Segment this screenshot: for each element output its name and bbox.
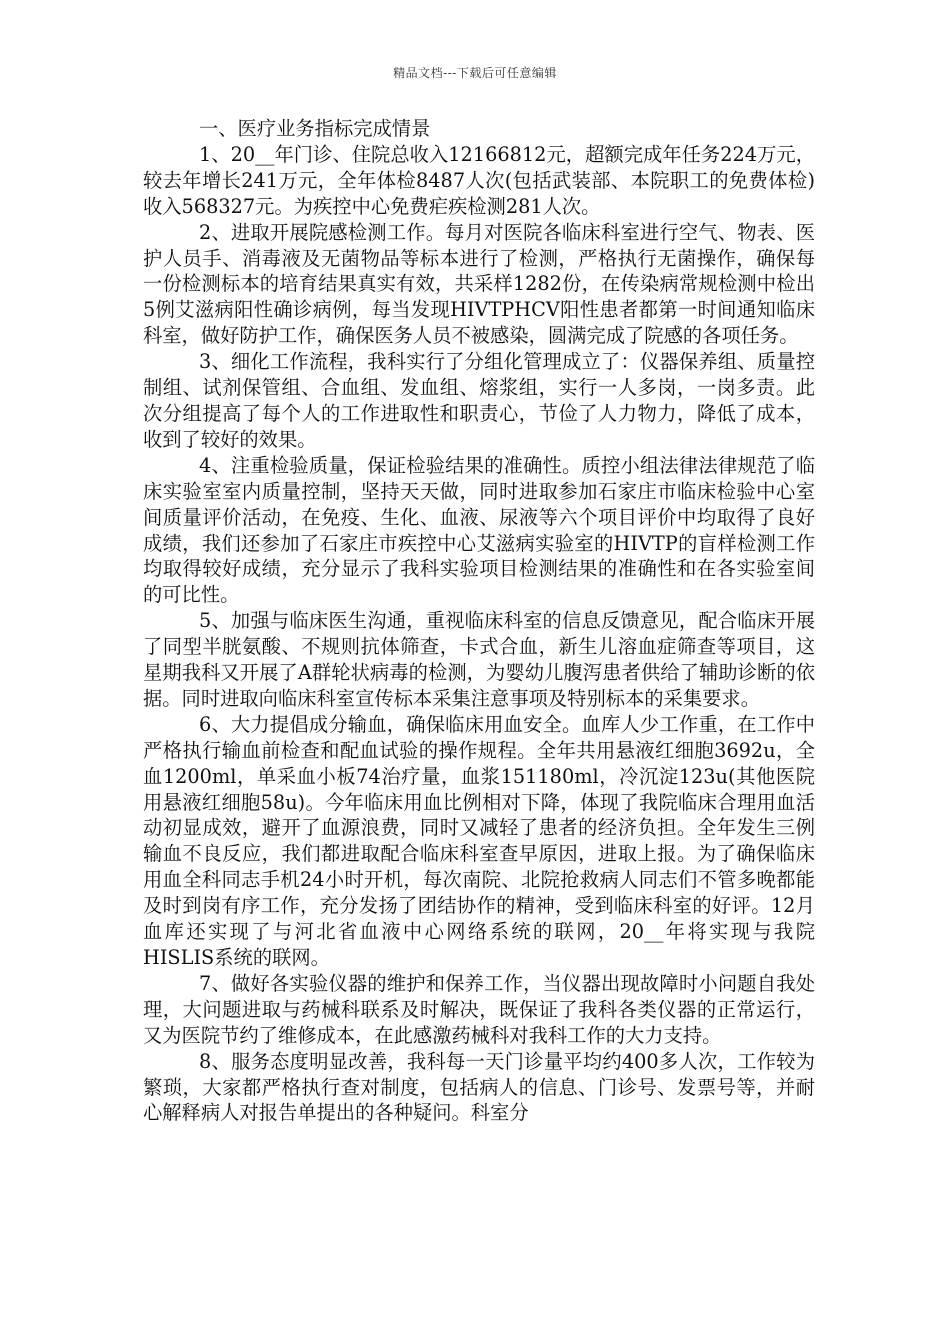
paragraph-3: 3、细化工作流程，我科实行了分组化管理成立了：仪器保养组、质量控制组、试剂保管组、合血组、发血组、熔浆组，实行一人多岗，一岗多责。此次分组提高了每个人的工作进取性和职责心，节俭了人力物力，降低了成本，收到了较好的效果。	[143, 350, 815, 451]
section-heading: 一、医疗业务指标完成情景	[199, 117, 431, 140]
paragraph-4: 4、注重检验质量，保证检验结果的准确性。质控小组法律法律规范了临床实验室室内质量控制，坚持天天做，同时进取参加石家庄市临床检验中心室间质量评价活动，在免疫、生化、血液、尿液等六个项目评价中均取得了良好成绩，我们还参加了石家庄市疾控中心艾滋病实验室的HIVTP的盲样检测工作均取得较好成绩，充分显示了我科实验项目检测结果的准确性和在各实验室间的可比性。	[143, 453, 815, 607]
paragraph-7: 7、做好各实验仪器的维护和保养工作，当仪器出现故障时小问题自我处理，大问题进取与药械科联系及时解决，既保证了我科各类仪器的正常运行，又为医院节约了维修成本，在此感激药械科对我科工作的大力支持。	[143, 971, 815, 1047]
document-body	[143, 116, 815, 1126]
paragraph-5: 5、加强与临床医生沟通，重视临床科室的信息反馈意见，配合临床开展了同型半胱氨酸、不规则抗体筛查，卡式合血，新生儿溶血症筛查等项目，这星期我科又开展了A群轮状病毒的检测，为婴幼儿腹泻患者供给了辅助诊断的依据。同时进取向临床科室宣传标本采集注意事项及特别标本的采集要求。	[143, 609, 815, 710]
paragraph-6: 6、大力提倡成分输血，确保临床用血安全。血库人少工作重，在工作中严格执行输血前检查和配血试验的操作规程。全年共用悬液红细胞3692u，全血1200ml，单采血小板74治疗量，血浆151180ml，冷沉淀123u(其他医院用悬液红细胞58u)。今年临床用血比例相对下降，体现了我院临床合理用血活动初显成效，避开了血源浪费，同时又减轻了患者的经济负担。全年发生三例输血不良反应，我们都进取配合临床科室查早原因，进取上报。为了确保临床用血全科同志手机24小时开机，每次南院、北院抢救病人同志们不管多晚都能及时到岗有序工作，充分发扬了团结协作的精神，受到临床科室的好评。12月血库还实现了与河北省血液中心网络系统的联网，20__年将实现与我院HISLIS系统的联网。	[143, 712, 815, 969]
paragraph-1: 1、20__年门诊、住院总收入12166812元，超额完成年任务224万元，较去年增长241万元，全年体检8487人次(包括武装部、本院职工的免费体检)收入568327元。为疾控中心免费疟疾检测281人次。	[143, 142, 815, 218]
paragraph-8: 8、服务态度明显改善，我科每一天门诊量平均约400多人次，工作较为繁琐，大家都严格执行查对制度，包括病人的信息、门诊号、发票号等，并耐心解释病人对报告单提出的各种疑问。科室分	[143, 1049, 815, 1125]
paragraph-2: 2、进取开展院感检测工作。每月对医院各临床科室进行空气、物表、医护人员手、消毒液及无菌物品等标本进行了检测，严格执行无菌操作，确保每一份检测标本的培育结果真实有效，共采样1282份，在传染病常规检测中检出5例艾滋病阳性确诊病例，每当发现HIVTPHCV阳性患者都第一时间通知临床科室，做好防护工作，确保医务人员不被感染，圆满完成了院感的各项任务。	[143, 220, 815, 348]
page-header: 精品文档---下载后可任意编辑	[393, 66, 557, 80]
